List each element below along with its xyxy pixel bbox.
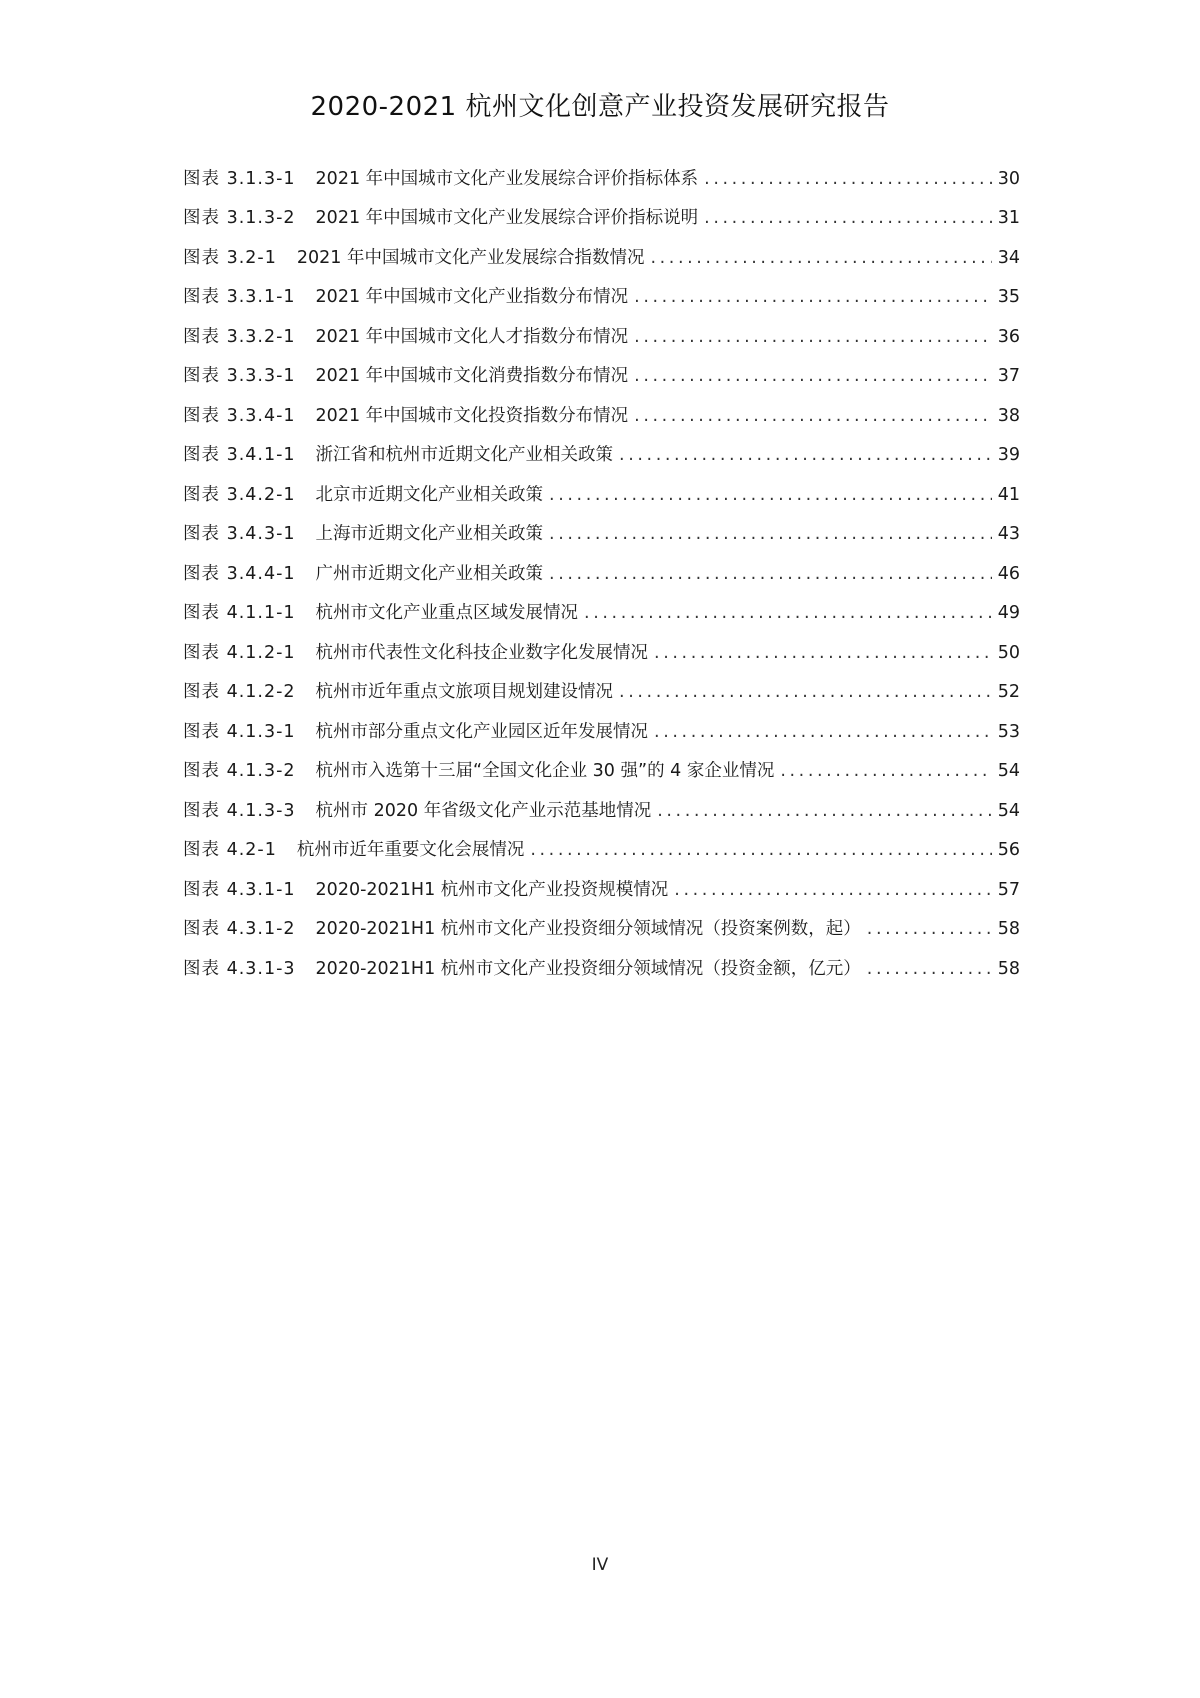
toc-entry-page: 39 [997,445,1020,465]
toc-entry-page: 50 [997,642,1020,663]
toc-entry-label: 图表 3.3.1-1 [183,287,296,307]
toc-dot-leader [867,958,992,980]
toc-dot-leader [704,207,992,229]
toc-dot-leader [634,365,992,387]
toc-entry-label: 图表 3.4.1-1 [183,445,296,465]
toc-entry-page: 49 [997,603,1020,623]
toc-entry-page: 38 [997,405,1020,426]
toc-entry-page: 35 [997,287,1020,307]
toc-entry-page: 41 [997,484,1020,505]
toc-dot-leader [674,879,991,901]
toc-entry-label: 图表 4.3.1-2 [183,919,296,939]
toc-entry-page: 31 [997,208,1020,228]
toc-dot-leader [584,602,992,624]
toc-entry-label: 图表 4.1.2-1 [183,642,296,663]
toc-entry-label: 图表 4.3.1-1 [183,879,296,900]
toc-entry-page: 58 [997,958,1020,979]
toc-entry-page: 52 [997,682,1020,702]
toc-entry-title: 广州市近期文化产业相关政策 [315,563,544,584]
toc-entry[interactable] [183,190,1020,230]
toc-entry-title: 浙江省和杭州市近期文化产业相关政策 [315,445,614,465]
toc-dot-leader [549,484,992,506]
toc-entry-label: 图表 3.4.4-1 [183,563,296,584]
toc-entry[interactable] [183,782,1020,822]
toc-entry-page: 54 [997,761,1020,781]
toc-entry[interactable] [183,901,1020,941]
toc-entry[interactable] [183,269,1020,309]
toc-entry-label: 图表 4.3.1-3 [183,958,296,979]
toc-entry[interactable] [183,585,1020,625]
toc-dot-leader [619,444,992,466]
toc-entry-title: 杭州市文化产业重点区域发展情况 [315,603,579,623]
toc-entry[interactable] [183,150,1020,190]
toc-entry-title: 2021 年中国城市文化消费指数分布情况 [315,366,629,386]
toc-entry-page: 30 [997,168,1020,189]
toc-entry-label: 图表 4.1.3-3 [183,800,296,821]
toc-entry-label: 图表 4.1.3-1 [183,721,296,742]
toc-entry-title: 2020-2021H1 杭州市文化产业投资细分领域情况（投资金额，亿元） [315,958,861,979]
toc-entry-page: 36 [997,326,1020,347]
toc-entry-label: 图表 3.1.3-2 [183,208,296,228]
toc-entry-title: 杭州市入选第十三届“全国文化企业 30 强”的 4 家企业情况 [315,761,775,781]
toc-entry-label: 图表 3.4.2-1 [183,484,296,505]
toc-entry-title: 2020-2021H1 杭州市文化产业投资规模情况 [315,879,669,900]
toc-entry-page: 37 [997,366,1020,386]
toc-entry-label: 图表 4.1.2-2 [183,682,296,702]
page-title: 2020-2021 杭州文化创意产业投资发展研究报告 [310,92,890,122]
toc-entry-title: 杭州市部分重点文化产业园区近年发展情况 [315,721,649,742]
toc-entry-title: 2021 年中国城市文化投资指数分布情况 [315,405,629,426]
toc-dot-leader [867,918,992,940]
toc-entry-title: 杭州市代表性文化科技企业数字化发展情况 [315,642,649,663]
toc-dot-leader [530,839,991,861]
toc-entry[interactable] [183,664,1020,704]
toc-entry[interactable] [183,466,1020,506]
toc-entry-title: 2021 年中国城市文化产业发展综合评价指标体系 [315,168,699,189]
toc-entry-title: 2021 年中国城市文化产业发展综合指数情况 [296,247,645,268]
toc-entry[interactable] [183,743,1020,783]
toc-entry-label: 图表 3.2-1 [183,247,277,268]
toc-entry-label: 图表 4.2-1 [183,840,277,860]
toc-entry[interactable] [183,506,1020,546]
toc-entry-page: 34 [997,247,1020,268]
toc-entry-page: 54 [997,800,1020,821]
toc-entry-title: 2021 年中国城市文化产业指数分布情况 [315,287,629,307]
toc-entry-label: 图表 3.3.4-1 [183,405,296,426]
toc-entry-title: 上海市近期文化产业相关政策 [315,524,544,544]
toc-dot-leader [657,800,992,822]
toc-entry-label: 图表 3.3.3-1 [183,366,296,386]
toc-dot-leader [549,523,992,545]
toc-entry[interactable] [183,229,1020,269]
toc-list [183,150,1020,980]
toc-entry-label: 图表 4.1.1-1 [183,603,296,623]
toc-entry-page: 56 [997,840,1020,860]
toc-dot-leader [619,681,992,703]
toc-dot-leader [654,721,992,743]
toc-entry[interactable] [183,387,1020,427]
toc-entry-page: 57 [997,879,1020,900]
toc-dot-leader [654,642,992,664]
toc-entry-title: 2021 年中国城市文化产业发展综合评价指标说明 [315,208,699,228]
toc-entry[interactable] [183,308,1020,348]
toc-dot-leader [549,563,992,585]
toc-entry-label: 图表 3.1.3-1 [183,168,296,189]
toc-entry-page: 46 [997,563,1020,584]
toc-entry[interactable] [183,624,1020,664]
toc-entry[interactable] [183,940,1020,980]
toc-entry-title: 杭州市近年重要文化会展情况 [296,840,525,860]
toc-entry-label: 图表 4.1.3-2 [183,761,296,781]
toc-entry-page: 58 [997,919,1020,939]
toc-entry-label: 图表 3.4.3-1 [183,524,296,544]
toc-entry[interactable] [183,861,1020,901]
toc-dot-leader [780,760,991,782]
toc-entry[interactable] [183,822,1020,862]
toc-entry-title: 2021 年中国城市文化人才指数分布情况 [315,326,629,347]
toc-dot-leader [634,405,992,427]
toc-entry-page: 53 [997,721,1020,742]
toc-dot-leader [650,247,991,269]
toc-entry[interactable] [183,545,1020,585]
toc-entry-label: 图表 3.3.2-1 [183,326,296,347]
toc-dot-leader [704,168,992,190]
page-number: IV [591,1555,609,1575]
toc-entry-title: 杭州市 2020 年省级文化产业示范基地情况 [315,800,652,821]
toc-entry[interactable] [183,348,1020,388]
toc-entry-title: 2020-2021H1 杭州市文化产业投资细分领域情况（投资案例数，起） [315,919,861,939]
toc-entry[interactable] [183,703,1020,743]
toc-entry-title: 杭州市近年重点文旅项目规划建设情况 [315,682,614,702]
toc-dot-leader [634,286,992,308]
toc-dot-leader [634,326,992,348]
toc-entry-page: 43 [997,524,1020,544]
toc-entry-title: 北京市近期文化产业相关政策 [315,484,544,505]
toc-entry[interactable] [183,427,1020,467]
